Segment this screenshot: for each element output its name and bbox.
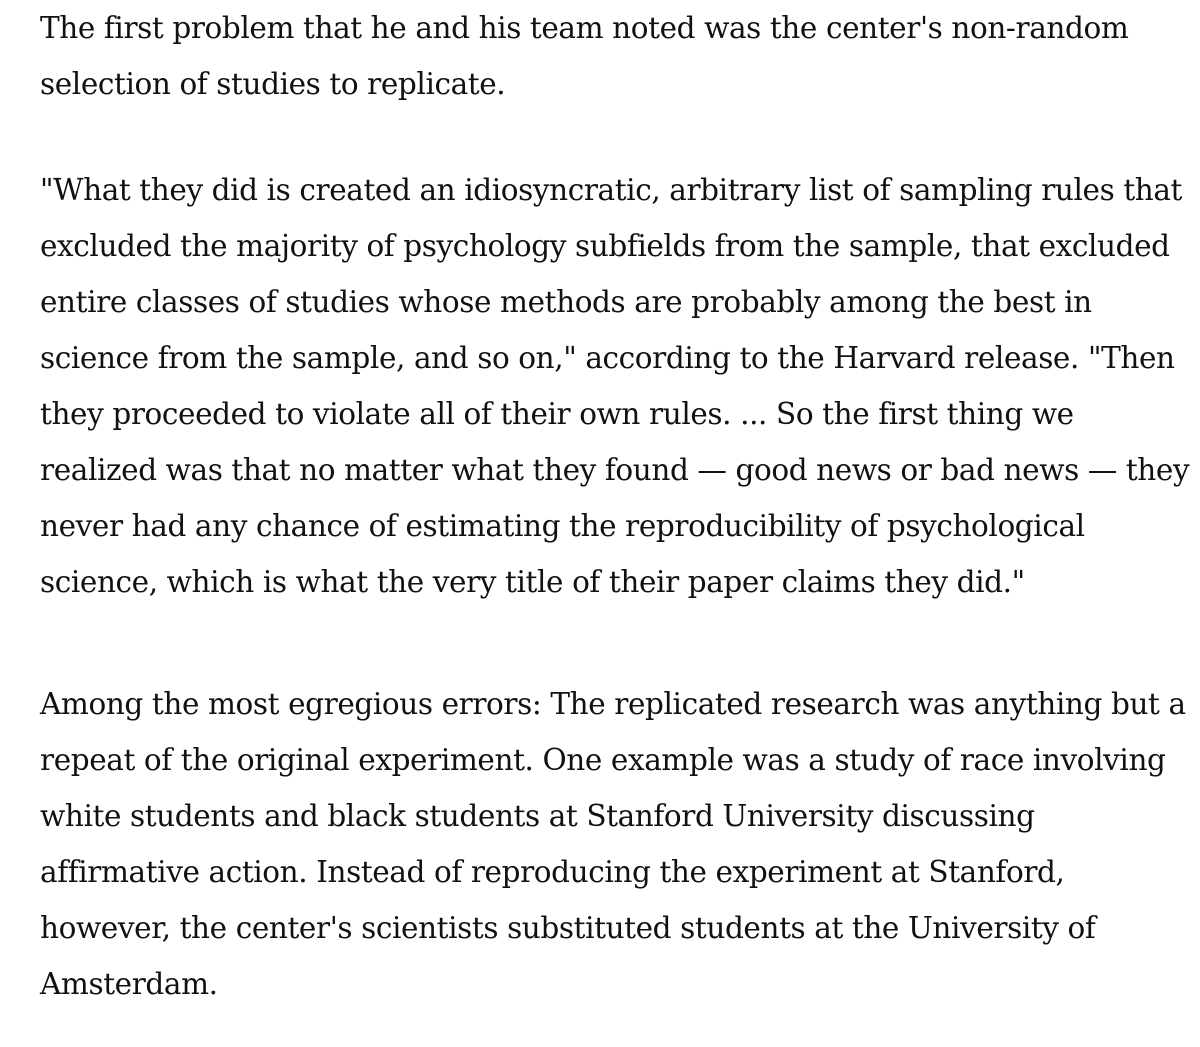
paragraph-line: Amsterdam. xyxy=(40,967,218,1001)
paragraph-2-quote xyxy=(40,162,1189,610)
paragraph-line: entire classes of studies whose methods are probably among the best in xyxy=(40,285,1092,319)
paragraph-line: science from the sample, and so on," according to the Harvard release. "Then xyxy=(40,341,1175,375)
paragraph-line: "What they did is created an idiosyncratic, arbitrary list of sampling rules that xyxy=(40,173,1183,207)
paragraph-line: selection of studies to replicate. xyxy=(40,67,506,101)
paragraph-1 xyxy=(40,0,1128,112)
paragraph-line: white students and black students at Stanford University discussing xyxy=(40,799,1035,833)
paragraph-3 xyxy=(40,676,1186,1012)
paragraph-line: repeat of the original experiment. One example was a study of race involving xyxy=(40,743,1166,777)
paragraph-line: affirmative action. Instead of reproducing the experiment at Stanford, xyxy=(40,855,1065,889)
paragraph-line: science, which is what the very title of their paper claims they did." xyxy=(40,565,1025,599)
paragraph-line: never had any chance of estimating the reproducibility of psychological xyxy=(40,509,1085,543)
paragraph-line: Among the most egregious errors: The replicated research was anything but a xyxy=(40,687,1186,721)
paragraph-line: they proceeded to violate all of their own rules. ... So the first thing we xyxy=(40,397,1074,431)
paragraph-line: however, the center's scientists substituted students at the University of xyxy=(40,911,1096,945)
paragraph-line: The first problem that he and his team noted was the center's non-random xyxy=(40,11,1129,45)
paragraph-line: excluded the majority of psychology subfields from the sample, that excluded xyxy=(40,229,1170,263)
paragraph-line: realized was that no matter what they found — good news or bad news — they xyxy=(40,453,1190,487)
